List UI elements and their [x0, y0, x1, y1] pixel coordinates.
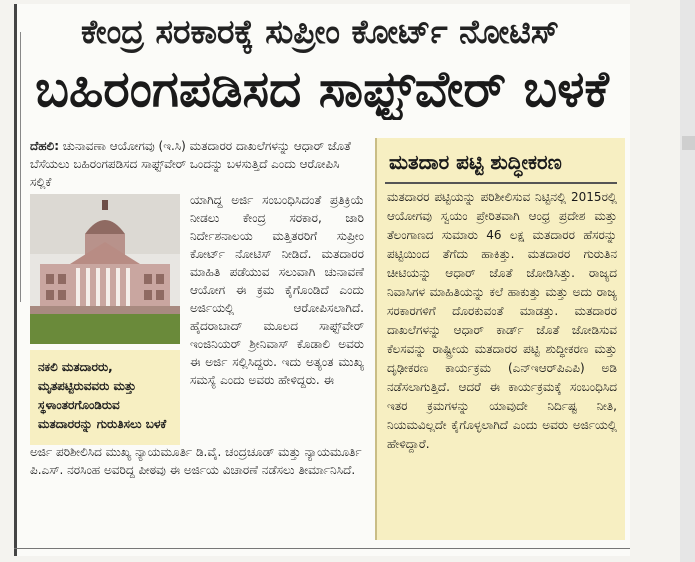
headline: ಬಹಿರಂಗಪಡಿಸದ ಸಾಫ್ಟ್‌ವೇರ್ ಬಳಕೆ — [35, 60, 609, 118]
sidebar-divider — [385, 182, 617, 184]
article-ending: ಅರ್ಜಿ ಪರಿಶೀಲಿಸಿದ ಮುಖ್ಯ ನ್ಯಾಯಮೂರ್ತಿ ಡಿ.ವೈ. ಚಂದ್ರಚೂಡ್ ಮತ್ತು ನ್ಯಾಯಮೂರ್ತಿ ಪಿ.ಎಸ್. ನರಸಿಂಹ ಅವರಿದ್ದ ಪೀಠವು ಈ ಅರ್ಜಿಯ ವಿಚಾರಣೆ ನಡೆಸಲು ತೀರ್ಮಾನಿಸಿದೆ. — [30, 445, 362, 477]
scanner-mark — [682, 136, 695, 150]
subheadline: ಕೇಂದ್ರ ಸರಕಾರಕ್ಕೆ ಸುಪ್ರೀಂ ಕೋರ್ಟ್ ನೋಟಿಸ್ — [80, 12, 560, 51]
pull-quote: ನಕಲಿ ಮತದಾರರು, ಮೃತಪಟ್ಟಿರುವವರು ಮತ್ತು ಸ್ಥಳಾಂತರಗೊಂಡಿರುವ ಮತದಾರರನ್ನು ಗುರುತಿಸಲು ಬಳಕೆ — [30, 350, 180, 445]
article-body-column: ಯಾಗಿದ್ದ ಅರ್ಜಿ ಸಂಬಂಧಿಸಿದಂತೆ ಪ್ರತಿಕ್ರಿಯೆ ನೀಡಲು ಕೇಂದ್ರ ಸರಕಾರ, ಜಾರಿ ನಿರ್ದೇಶನಾಲಯ ಮತ್ತಿತರರಿಗೆ ಸುಪ್ರೀಂ ಕೋರ್ಟ್ ನೋಟಿಸ್ ನೀಡಿದೆ. ಮತದಾರರ ಮಾಹಿತಿ ಪಡೆಯುವ ಸಲುವಾಗಿ ಚುನಾವಣೆ ಆಯೋಗ ಈ ಕ್ರಮ ಕೈಗೊಂಡಿದೆ ಎಂದು ಅರ್ಜಿಯಲ್ಲಿ ಆರೋಪಿಸಲಾಗಿದೆ. ಹೈದರಾಬಾದ್ ಮೂಲದ ಸಾಫ್ಟ್‌ವೇರ್ ಇಂಜಿನಿಯರ್ ಶ್ರೀನಿವಾಸ್ ಕೊಡಾಲಿ ಅವರು ಈ ಅರ್ಜಿ ಸಲ್ಲಿಸಿದ್ದರು. ಇದು ಅತ್ಯಂತ ಮುಖ್ಯ ಸಮಸ್ಯೆ ಎಂದು ಅವರು ಹೇಳಿದ್ದರು. ಈ — [190, 193, 364, 387]
article-lead — [30, 137, 364, 191]
supreme-court-photo — [30, 194, 180, 344]
sidebar-title: ಮತದಾರ ಪಟ್ಟಿ ಶುದ್ಧೀಕರಣ — [389, 150, 562, 174]
article-lead-text: ಚುನಾವಣಾ ಆಯೋಗವು (ಇ.ಸಿ) ಮತದಾರರ ದಾಖಲೆಗಳನ್ನು ಆಧಾರ್ ಜೊತೆ ಬೆಸೆಯಲು ಬಹಿರಂಗಪಡಿಸದ ಸಾಫ್ಟ್‌ವೇರ್ ಒಂದನ್ನು ಬಳಸುತ್ತಿದೆ ಎಂದು ಆರೋಪಿಸಿ ಸಲ್ಲಿಕೆ — [30, 139, 351, 189]
sidebar-box — [375, 138, 625, 540]
column-rule — [14, 4, 17, 556]
dateline: ದೆಹಲಿ: — [30, 139, 59, 153]
supreme-court-building-icon — [30, 194, 180, 344]
column-rule-thin — [20, 32, 21, 302]
sidebar-body: ಮತದಾರರ ಪಟ್ಟಿಯನ್ನು ಪರಿಶೀಲಿಸುವ ನಿಟ್ಟಿನಲ್ಲಿ 2015ರಲ್ಲಿ ಆಯೋಗವು ಸ್ವಯಂ ಪ್ರೇರಿತವಾಗಿ ಆಂಧ್ರ ಪ್ರದೇಶ ಮತ್ತು ತೆಲಂಗಾಣದ ಸುಮಾರು 46 ಲಕ್ಷ ಮತದಾರರ ಹೆಸರನ್ನು ಪಟ್ಟಿಯಿಂದ ತೆಗೆದು ಹಾಕಿತ್ತು. ಮತದಾರರ ಗುರುತಿನ ಚೀಟಿಯನ್ನು ಆಧಾರ್ ಜೊತೆ ಜೋಡಿಸಿತ್ತು. ರಾಜ್ಯದ ನಿವಾಸಿಗಳ ಮಾಹಿತಿಯನ್ನು ಕಲೆ ಹಾಕುತ್ತು ಮತ್ತು ಅದು ರಾಜ್ಯ ಸರಕಾರಗಳಿಗೆ ದೊರಕುವಂತೆ ಮಾಡತ್ತು. ಮತದಾರರ ದಾಖಲೆಗಳನ್ನು ಆಧಾರ್ ಕಾರ್ಡ್ ಜೊತೆ ಜೋಡಿಸುವ ಕೆಲಸವನ್ನು ರಾಷ್ಟ್ರೀಯ ಮತದಾರರ ಪಟ್ಟಿ ಶುದ್ಧೀಕರಣ ಮತ್ತು ದೃಢೀಕರಣ ಕಾರ್ಯಕ್ರಮ (ಎನ್‌ಇಆರ್‌ಪಿಎಪಿ) ಅಡಿ ನಡೆಸಲಾಗುತ್ತಿದೆ. ಆದರೆ ಈ ಕಾರ್ಯಕ್ರಮಕ್ಕೆ ಸಂಬಂಧಿಸಿದ ಇತರ ಕ್ರಮಗಳನ್ನು ಯಾವುದೇ ನಿರ್ದಿಷ್ಟ ನೀತಿ, ನಿಯಮವಿಲ್ಲದೇ ಕೈಗೊಳ್ಳಲಾಗಿದೆ ಎಂದು ಅವರು ಅರ್ಜಿಯಲ್ಲಿ ಹೇಳಿದ್ದಾರೆ. — [387, 190, 617, 451]
scanner-edge — [680, 0, 695, 562]
bottom-divider — [14, 548, 630, 549]
